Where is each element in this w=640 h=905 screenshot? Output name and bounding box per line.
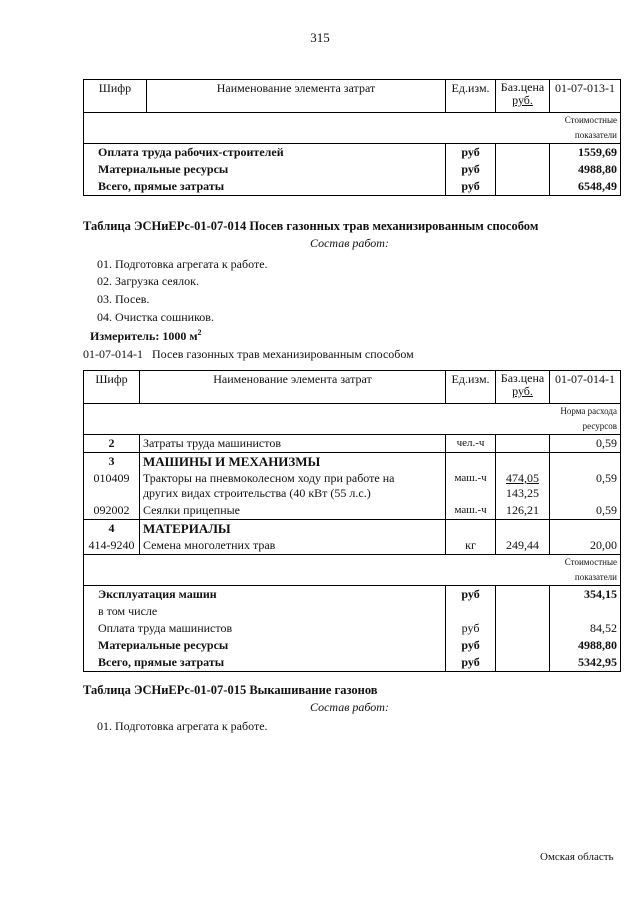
table-cost-01-07-013 <box>83 79 621 196</box>
resource-unit: кг <box>446 537 496 555</box>
resource-value: 0,59 <box>550 502 621 520</box>
resource-value: 0,59 <box>550 435 621 453</box>
header-col-code: 01-07-014-1 <box>550 371 621 404</box>
resource-group: МАШИНЫ И МЕХАНИЗМЫ <box>139 453 445 471</box>
cost-row-unit: руб <box>446 637 496 654</box>
resource-value: 20,00 <box>550 537 621 555</box>
header-name: Наименование элемента затрат <box>146 80 445 113</box>
row-name: Оплата труда рабочих-строителей <box>84 144 446 162</box>
resource-code: 4 <box>84 520 140 538</box>
work-item: 01. Подготовка агрегата к работе. <box>97 719 268 733</box>
resource-unit: маш.-ч <box>446 470 496 502</box>
resource-name: Семена многолетних трав <box>139 537 445 555</box>
work-item: 01. Подготовка агрегата к работе. <box>97 257 268 271</box>
row-value: 4988,80 <box>550 161 621 178</box>
resource-code: 2 <box>84 435 140 453</box>
work-composition-label: Состав работ: <box>310 700 389 714</box>
resource-code: 414-9240 <box>84 537 140 555</box>
cost-row-unit: руб <box>446 586 496 604</box>
header-code: Шифр <box>84 80 147 113</box>
resource-price: 249,44 <box>496 537 550 555</box>
cost-row-value: 4988,80 <box>550 637 621 654</box>
resource-price: 474,05 143,25 <box>496 470 550 502</box>
work-item: 02. Загрузка сеялок. <box>97 274 199 288</box>
resource-unit: маш.-ч <box>446 502 496 520</box>
resource-price: 126,21 <box>496 502 550 520</box>
section-label: Стоимостные показатели <box>550 113 621 144</box>
resource-code: 010409 <box>84 470 140 502</box>
cost-row-value: 84,52 <box>550 620 621 637</box>
table-norms-01-07-014 <box>83 370 621 672</box>
cost-row-name: Оплата труда машинистов <box>84 620 446 637</box>
cost-row-name: Эксплуатация машин <box>84 586 446 604</box>
header-base-price: Баз.цена руб. <box>496 371 550 404</box>
header-code: Шифр <box>84 371 140 404</box>
header-price-unit: руб. <box>512 384 533 398</box>
page-number: 315 <box>310 30 330 45</box>
row-name: Всего, прямые затраты <box>84 178 446 196</box>
resource-code: 3 <box>84 453 140 471</box>
row-value: 6548,49 <box>550 178 621 196</box>
cost-row-unit: руб <box>446 654 496 672</box>
row-unit: руб <box>446 178 496 196</box>
row-value: 1559,69 <box>550 144 621 162</box>
cost-label: Стоимостные показатели <box>550 555 621 586</box>
header-price-unit: руб. <box>512 93 533 107</box>
header-unit: Ед.изм. <box>446 80 496 113</box>
cost-row-value: 5342,95 <box>550 654 621 672</box>
footer-region: Омская область <box>540 851 614 863</box>
header-base-price: Баз.цена руб. <box>496 80 550 113</box>
cost-row-name: в том числе <box>84 603 446 620</box>
row-unit: руб <box>446 161 496 178</box>
table-title: Таблица ЭСНиЕРс-01-07-015 Выкашивание газонов <box>83 683 378 697</box>
cost-row-value: 354,15 <box>550 586 621 604</box>
cost-row-name: Всего, прямые затраты <box>84 654 446 672</box>
resource-name: Тракторы на пневмоколесном ходу при работе на других видах строительства (40 кВт (55 л.с.) <box>139 470 445 502</box>
resource-unit: чел.-ч <box>446 435 496 453</box>
item-line: 01-07-014-1 Посев газонных трав механизированным способом <box>83 347 414 361</box>
cost-row-name: Материальные ресурсы <box>84 637 446 654</box>
resource-name: Затраты труда машинистов <box>139 435 445 453</box>
norm-label: Норма расхода ресурсов <box>550 404 621 435</box>
table-title: Таблица ЭСНиЕРс-01-07-014 Посев газонных трав механизированным способом <box>83 219 539 233</box>
work-item: 04. Очистка сошников. <box>97 310 214 324</box>
header-name: Наименование элемента затрат <box>139 371 445 404</box>
cost-row-unit: руб <box>446 620 496 637</box>
resource-code: 092002 <box>84 502 140 520</box>
row-name: Материальные ресурсы <box>84 161 446 178</box>
work-item: 03. Посев. <box>97 292 150 306</box>
resource-value: 0,59 <box>550 470 621 502</box>
meter-label: Измеритель: 1000 $м^2$ <box>90 328 202 343</box>
work-composition-label: Состав работ: <box>310 236 389 250</box>
row-unit: руб <box>446 144 496 162</box>
resource-group: МАТЕРИАЛЫ <box>139 520 445 538</box>
resource-name: Сеялки прицепные <box>139 502 445 520</box>
header-col-code: 01-07-013-1 <box>550 80 621 113</box>
header-unit: Ед.изм. <box>446 371 496 404</box>
